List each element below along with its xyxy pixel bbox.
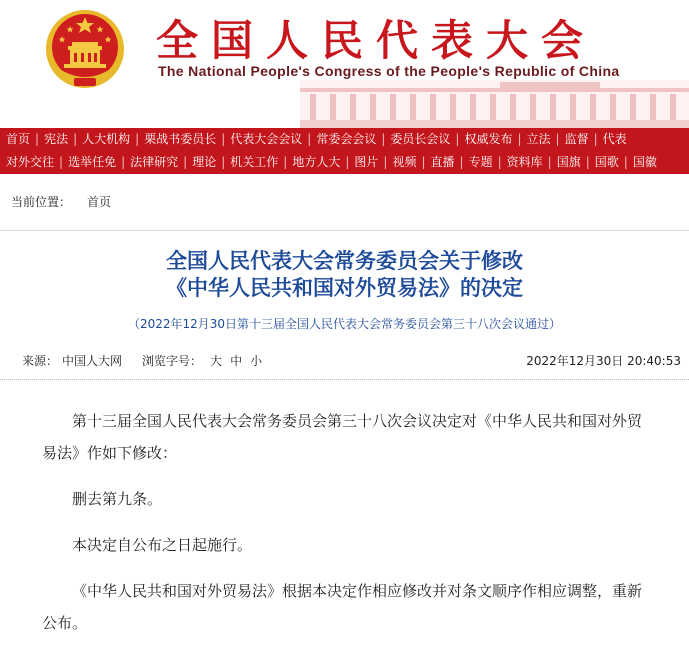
nav-separator: | [283,155,288,169]
article-header [0,247,689,332]
nav-item-legal-research[interactable]: 法律研究 [130,155,179,169]
nav-separator: | [345,155,350,169]
nav-item-office-work[interactable]: 机关工作 [230,155,279,169]
nav-separator: | [135,132,140,146]
nav-item-standing-committee-sessions[interactable]: 常委会会议 [316,132,377,146]
nav-separator: | [221,155,226,169]
nav-separator: | [35,132,40,146]
site-header [0,0,689,128]
nav-item-legislation[interactable]: 立法 [526,132,551,146]
breadcrumb-home-link[interactable]: 首页 [87,195,112,209]
nav-separator: | [59,155,64,169]
nav-item-deputies[interactable]: 代表 [602,132,627,146]
source-label: 来源： [22,354,59,368]
nav-item-chairmen-council[interactable]: 委员长会议 [390,132,451,146]
article-paragraph: 第十三届全国人民代表大会常务委员会第三十八次会议决定对《中华人民共和国对外贸易法》作如下修改： [42,412,643,462]
national-emblem-icon [44,6,126,92]
nav-item-live[interactable]: 直播 [430,155,455,169]
nav-item-supervision[interactable]: 监督 [564,132,589,146]
breadcrumb-label: 当前位置： [11,195,72,209]
nav-separator: | [307,132,312,146]
nav-separator: | [555,132,560,146]
source-value: 中国人大网 [62,354,123,368]
nav-separator: | [383,155,388,169]
article-title-line-1: 全国人民代表大会常务委员会关于修改 [166,248,523,273]
nav-separator: | [73,132,78,146]
nav-separator: | [381,132,386,146]
article-paragraph: 本决定自公布之日起施行。 [72,536,253,554]
nav-row-1 [0,128,689,151]
nav-item-pictures[interactable]: 图片 [354,155,379,169]
nav-item-national-emblem[interactable]: 国徽 [632,155,657,169]
font-size-small-button[interactable]: 小 [250,354,263,368]
nav-item-topics[interactable]: 专题 [468,155,493,169]
nav-separator: | [183,155,188,169]
nav-separator: | [121,155,126,169]
nav-item-local-congresses[interactable]: 地方人大 [292,155,341,169]
nav-separator: | [623,155,628,169]
nav-item-chairman[interactable]: 栗战书委员长 [144,132,217,146]
publish-datetime: 2022年12月30日 20:40:53 [526,354,681,368]
nav-item-database[interactable]: 资料库 [506,155,543,169]
nav-separator: | [421,155,426,169]
nav-item-congress-sessions[interactable]: 代表大会会议 [230,132,303,146]
nav-separator: | [517,132,522,146]
nav-item-elections-appointments[interactable]: 选举任免 [68,155,117,169]
nav-row-2 [0,151,689,174]
nav-item-constitution[interactable]: 宪法 [44,132,69,146]
article-paragraph: 删去第九条。 [72,490,163,508]
nav-item-national-anthem[interactable]: 国歌 [594,155,619,169]
nav-item-official-releases[interactable]: 权威发布 [464,132,513,146]
font-size-large-button[interactable]: 大 [210,354,223,368]
nav-separator: | [221,132,226,146]
nav-item-videos[interactable]: 视频 [392,155,417,169]
site-subtitle: The National People's Congress of the People's Republic of China [158,63,620,79]
article-info-bar [0,342,689,380]
nav-item-theory[interactable]: 理论 [192,155,217,169]
nav-separator: | [459,155,464,169]
font-size-label: 浏览字号： [142,354,203,368]
nav-separator: | [547,155,552,169]
nav-separator: | [585,155,590,169]
nav-item-home[interactable]: 首页 [6,132,31,146]
breadcrumb [0,174,689,231]
article-subtitle: （2022年12月30日第十三届全国人民代表大会常务委员会第三十八次会议通过） [127,317,562,331]
article-title-line-2: 《中华人民共和国对外贸易法》的决定 [166,275,523,300]
nav-separator: | [497,155,502,169]
font-size-medium-button[interactable]: 中 [230,354,243,368]
main-nav [0,128,689,174]
great-hall-illustration [300,80,689,128]
article-body [0,380,689,639]
nav-separator: | [455,132,460,146]
nav-separator: | [593,132,598,146]
nav-item-foreign-affairs[interactable]: 对外交往 [6,155,55,169]
nav-item-npc-organs[interactable]: 人大机构 [82,132,131,146]
site-title: 全国人民代表大会 [156,16,597,65]
nav-item-national-flag[interactable]: 国旗 [556,155,581,169]
article-paragraph: 《中华人民共和国对外贸易法》根据本决定作相应修改并对条文顺序作相应调整，重新公布。 [42,582,643,632]
